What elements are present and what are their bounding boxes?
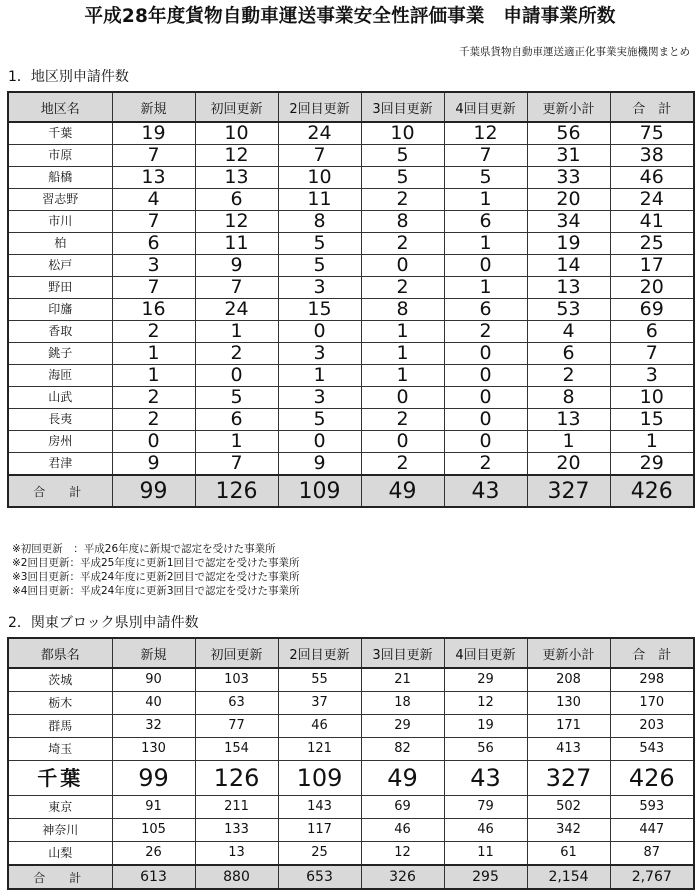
- count-cell: 46: [361, 819, 444, 842]
- count-cell: 19: [527, 233, 610, 255]
- area-name-cell: 印旛: [8, 299, 112, 321]
- section2-title: 2．関東ブロック県別申請件数: [8, 615, 199, 631]
- count-cell: 0: [361, 387, 444, 409]
- table-row: [8, 122, 694, 145]
- count-cell: 1: [444, 233, 527, 255]
- count-cell: 4: [527, 321, 610, 343]
- count-cell: 33: [527, 167, 610, 189]
- count-cell: 46: [278, 715, 361, 738]
- table-row: [8, 321, 694, 343]
- total-cell: 99: [112, 475, 195, 507]
- count-cell: 77: [195, 715, 278, 738]
- table-header-row: [8, 638, 694, 668]
- count-cell: 7: [444, 145, 527, 167]
- count-cell: 13: [112, 167, 195, 189]
- column-header: 合 計: [610, 638, 694, 668]
- count-cell: 9: [278, 453, 361, 476]
- area-name-cell: 長夷: [8, 409, 112, 431]
- count-cell: 1: [361, 343, 444, 365]
- count-cell: 171: [527, 715, 610, 738]
- count-cell: 2: [112, 387, 195, 409]
- page-title: 平成28年度貨物自動車運送事業安全性評価事業 申請事業所数: [84, 6, 616, 27]
- count-cell: 37: [278, 692, 361, 715]
- count-cell: 1: [361, 365, 444, 387]
- count-cell: 2: [361, 453, 444, 476]
- count-cell: 79: [444, 796, 527, 819]
- count-cell: 13: [527, 409, 610, 431]
- count-cell: 327: [527, 761, 610, 796]
- column-header: 初回更新: [195, 92, 278, 122]
- count-cell: 87: [610, 842, 694, 866]
- area-name-cell: 海匝: [8, 365, 112, 387]
- total-cell: 126: [195, 475, 278, 507]
- count-cell: 11: [444, 842, 527, 866]
- table-row: [8, 211, 694, 233]
- table-row: [8, 668, 694, 692]
- total-label: 合 計: [8, 475, 112, 507]
- count-cell: 75: [610, 122, 694, 145]
- count-cell: 133: [195, 819, 278, 842]
- area-name-cell: 市川: [8, 211, 112, 233]
- table-row: [8, 692, 694, 715]
- count-cell: 24: [195, 299, 278, 321]
- count-cell: 12: [195, 145, 278, 167]
- count-cell: 25: [278, 842, 361, 866]
- count-cell: 17: [610, 255, 694, 277]
- count-cell: 1: [361, 321, 444, 343]
- count-cell: 12: [444, 122, 527, 145]
- count-cell: 56: [527, 122, 610, 145]
- area-name-cell: 千葉: [8, 122, 112, 145]
- count-cell: 0: [444, 387, 527, 409]
- count-cell: 1: [278, 365, 361, 387]
- count-cell: 502: [527, 796, 610, 819]
- count-cell: 7: [610, 343, 694, 365]
- count-cell: 5: [278, 255, 361, 277]
- table-row: [8, 715, 694, 738]
- count-cell: 20: [527, 189, 610, 211]
- table-row: [8, 453, 694, 476]
- count-cell: 0: [112, 431, 195, 453]
- column-header: 更新小計: [527, 638, 610, 668]
- footnote: ※2回目更新：平成25年度に更新1回目で認定を受けた事業所: [12, 557, 300, 569]
- count-cell: 9: [112, 453, 195, 476]
- table-row: [8, 167, 694, 189]
- area-name-cell: 船橋: [8, 167, 112, 189]
- count-cell: 2: [444, 321, 527, 343]
- count-cell: 16: [112, 299, 195, 321]
- table-row: [8, 299, 694, 321]
- total-row: [8, 865, 694, 889]
- count-cell: 19: [444, 715, 527, 738]
- total-cell: 326: [361, 865, 444, 889]
- count-cell: 25: [610, 233, 694, 255]
- count-cell: 26: [112, 842, 195, 866]
- table-row: [8, 189, 694, 211]
- count-cell: 41: [610, 211, 694, 233]
- count-cell: 2: [361, 409, 444, 431]
- count-cell: 11: [278, 189, 361, 211]
- footnote: ※初回更新 ：平成26年度に新規で認定を受けた事業所: [12, 543, 276, 555]
- count-cell: 130: [112, 738, 195, 761]
- count-cell: 5: [195, 387, 278, 409]
- count-cell: 2: [112, 409, 195, 431]
- count-cell: 0: [444, 343, 527, 365]
- count-cell: 126: [195, 761, 278, 796]
- count-cell: 10: [610, 387, 694, 409]
- table-row: [8, 842, 694, 866]
- area-name-cell: 房州: [8, 431, 112, 453]
- count-cell: 69: [610, 299, 694, 321]
- count-cell: 2: [361, 277, 444, 299]
- count-cell: 8: [527, 387, 610, 409]
- column-header: 初回更新: [195, 638, 278, 668]
- count-cell: 2: [444, 453, 527, 476]
- count-cell: 8: [278, 211, 361, 233]
- count-cell: 6: [195, 409, 278, 431]
- column-header: 新規: [112, 638, 195, 668]
- count-cell: 19: [112, 122, 195, 145]
- count-cell: 3: [278, 343, 361, 365]
- footnote: ※3回目更新：平成24年度に更新2回目で認定を受けた事業所: [12, 571, 300, 583]
- total-cell: 295: [444, 865, 527, 889]
- area-name-cell: 山梨: [8, 842, 112, 866]
- count-cell: 91: [112, 796, 195, 819]
- count-cell: 6: [610, 321, 694, 343]
- count-cell: 63: [195, 692, 278, 715]
- count-cell: 170: [610, 692, 694, 715]
- count-cell: 117: [278, 819, 361, 842]
- area-applications-table: [7, 91, 695, 508]
- area-name-cell: 君津: [8, 453, 112, 476]
- count-cell: 38: [610, 145, 694, 167]
- total-row: [8, 475, 694, 507]
- count-cell: 2: [527, 365, 610, 387]
- count-cell: 13: [195, 842, 278, 866]
- count-cell: 0: [444, 409, 527, 431]
- table-row: [8, 796, 694, 819]
- count-cell: 3: [112, 255, 195, 277]
- count-cell: 0: [195, 365, 278, 387]
- count-cell: 6: [195, 189, 278, 211]
- table-row: [8, 277, 694, 299]
- section1-title: 1．地区別申請件数: [8, 69, 129, 85]
- organization-note: 千葉県貨物自動車運送適正化事業実施機関まとめ: [459, 46, 690, 58]
- count-cell: 5: [444, 167, 527, 189]
- count-cell: 46: [444, 819, 527, 842]
- count-cell: 0: [278, 321, 361, 343]
- count-cell: 10: [195, 122, 278, 145]
- count-cell: 7: [278, 145, 361, 167]
- count-cell: 49: [361, 761, 444, 796]
- count-cell: 61: [527, 842, 610, 866]
- count-cell: 5: [278, 409, 361, 431]
- count-cell: 32: [112, 715, 195, 738]
- count-cell: 593: [610, 796, 694, 819]
- count-cell: 4: [112, 189, 195, 211]
- count-cell: 31: [527, 145, 610, 167]
- count-cell: 24: [610, 189, 694, 211]
- count-cell: 5: [278, 233, 361, 255]
- count-cell: 1: [444, 277, 527, 299]
- count-cell: 7: [112, 211, 195, 233]
- count-cell: 69: [361, 796, 444, 819]
- table-row: [8, 233, 694, 255]
- count-cell: 90: [112, 668, 195, 692]
- count-cell: 13: [527, 277, 610, 299]
- area-name-cell: 松戸: [8, 255, 112, 277]
- column-header: 2回目更新: [278, 638, 361, 668]
- count-cell: 342: [527, 819, 610, 842]
- count-cell: 1: [195, 431, 278, 453]
- count-cell: 6: [112, 233, 195, 255]
- count-cell: 109: [278, 761, 361, 796]
- count-cell: 7: [195, 277, 278, 299]
- count-cell: 426: [610, 761, 694, 796]
- count-cell: 211: [195, 796, 278, 819]
- count-cell: 130: [527, 692, 610, 715]
- column-header: 4回目更新: [444, 92, 527, 122]
- count-cell: 6: [444, 211, 527, 233]
- count-cell: 24: [278, 122, 361, 145]
- count-cell: 46: [610, 167, 694, 189]
- count-cell: 14: [527, 255, 610, 277]
- count-cell: 55: [278, 668, 361, 692]
- count-cell: 29: [610, 453, 694, 476]
- count-cell: 0: [444, 255, 527, 277]
- column-header: 都県名: [8, 638, 112, 668]
- count-cell: 18: [361, 692, 444, 715]
- count-cell: 5: [361, 145, 444, 167]
- count-cell: 10: [278, 167, 361, 189]
- count-cell: 7: [112, 145, 195, 167]
- count-cell: 12: [361, 842, 444, 866]
- area-name-cell: 茨城: [8, 668, 112, 692]
- total-cell: 43: [444, 475, 527, 507]
- table-row: [8, 387, 694, 409]
- count-cell: 413: [527, 738, 610, 761]
- table-row: [8, 738, 694, 761]
- area-name-cell: 神奈川: [8, 819, 112, 842]
- count-cell: 7: [195, 453, 278, 476]
- column-header: 3回目更新: [361, 638, 444, 668]
- total-cell: 653: [278, 865, 361, 889]
- count-cell: 2: [361, 233, 444, 255]
- total-cell: 880: [195, 865, 278, 889]
- count-cell: 56: [444, 738, 527, 761]
- count-cell: 10: [361, 122, 444, 145]
- count-cell: 447: [610, 819, 694, 842]
- count-cell: 12: [444, 692, 527, 715]
- column-header: 新規: [112, 92, 195, 122]
- count-cell: 1: [195, 321, 278, 343]
- count-cell: 6: [444, 299, 527, 321]
- table-row: [8, 761, 694, 796]
- column-header: 地区名: [8, 92, 112, 122]
- count-cell: 2: [112, 321, 195, 343]
- count-cell: 105: [112, 819, 195, 842]
- count-cell: 0: [444, 365, 527, 387]
- count-cell: 34: [527, 211, 610, 233]
- area-name-cell: 市原: [8, 145, 112, 167]
- count-cell: 13: [195, 167, 278, 189]
- count-cell: 1: [444, 189, 527, 211]
- count-cell: 121: [278, 738, 361, 761]
- table-row: [8, 409, 694, 431]
- table-row: [8, 255, 694, 277]
- count-cell: 103: [195, 668, 278, 692]
- total-cell: 613: [112, 865, 195, 889]
- count-cell: 40: [112, 692, 195, 715]
- area-name-cell: 山武: [8, 387, 112, 409]
- count-cell: 6: [527, 343, 610, 365]
- count-cell: 203: [610, 715, 694, 738]
- area-name-cell: 習志野: [8, 189, 112, 211]
- count-cell: 15: [610, 409, 694, 431]
- total-label: 合 計: [8, 865, 112, 889]
- count-cell: 154: [195, 738, 278, 761]
- count-cell: 2: [195, 343, 278, 365]
- count-cell: 0: [278, 431, 361, 453]
- total-cell: 2,154: [527, 865, 610, 889]
- column-header: 更新小計: [527, 92, 610, 122]
- count-cell: 11: [195, 233, 278, 255]
- table-header-row: [8, 92, 694, 122]
- count-cell: 15: [278, 299, 361, 321]
- table-row: [8, 343, 694, 365]
- count-cell: 0: [361, 431, 444, 453]
- count-cell: 29: [444, 668, 527, 692]
- count-cell: 12: [195, 211, 278, 233]
- count-cell: 7: [112, 277, 195, 299]
- total-cell: 49: [361, 475, 444, 507]
- area-name-cell: 銚子: [8, 343, 112, 365]
- count-cell: 1: [527, 431, 610, 453]
- count-cell: 3: [610, 365, 694, 387]
- count-cell: 0: [444, 431, 527, 453]
- total-cell: 426: [610, 475, 694, 507]
- count-cell: 143: [278, 796, 361, 819]
- total-cell: 109: [278, 475, 361, 507]
- count-cell: 8: [361, 299, 444, 321]
- count-cell: 543: [610, 738, 694, 761]
- area-name-cell: 栃木: [8, 692, 112, 715]
- count-cell: 0: [361, 255, 444, 277]
- count-cell: 21: [361, 668, 444, 692]
- count-cell: 20: [610, 277, 694, 299]
- count-cell: 43: [444, 761, 527, 796]
- count-cell: 82: [361, 738, 444, 761]
- total-cell: 327: [527, 475, 610, 507]
- count-cell: 1: [112, 343, 195, 365]
- count-cell: 1: [610, 431, 694, 453]
- count-cell: 3: [278, 387, 361, 409]
- area-name-cell: 柏: [8, 233, 112, 255]
- count-cell: 3: [278, 277, 361, 299]
- count-cell: 9: [195, 255, 278, 277]
- count-cell: 20: [527, 453, 610, 476]
- count-cell: 208: [527, 668, 610, 692]
- area-name-cell: 野田: [8, 277, 112, 299]
- footnote: ※4回目更新：平成24年度に更新3回目で認定を受けた事業所: [12, 585, 300, 597]
- column-header: 4回目更新: [444, 638, 527, 668]
- count-cell: 5: [361, 167, 444, 189]
- area-name-cell: 埼玉: [8, 738, 112, 761]
- count-cell: 29: [361, 715, 444, 738]
- count-cell: 2: [361, 189, 444, 211]
- prefecture-applications-table: [7, 637, 695, 890]
- total-cell: 2,767: [610, 865, 694, 889]
- column-header: 3回目更新: [361, 92, 444, 122]
- table-row: [8, 819, 694, 842]
- area-name-cell: 東京: [8, 796, 112, 819]
- table-row: [8, 145, 694, 167]
- area-name-cell: 千葉: [8, 761, 112, 796]
- count-cell: 99: [112, 761, 195, 796]
- table-row: [8, 431, 694, 453]
- column-header: 2回目更新: [278, 92, 361, 122]
- area-name-cell: 香取: [8, 321, 112, 343]
- count-cell: 1: [112, 365, 195, 387]
- count-cell: 53: [527, 299, 610, 321]
- column-header: 合 計: [610, 92, 694, 122]
- table-row: [8, 365, 694, 387]
- footnotes: [12, 542, 300, 598]
- count-cell: 8: [361, 211, 444, 233]
- count-cell: 298: [610, 668, 694, 692]
- area-name-cell: 群馬: [8, 715, 112, 738]
